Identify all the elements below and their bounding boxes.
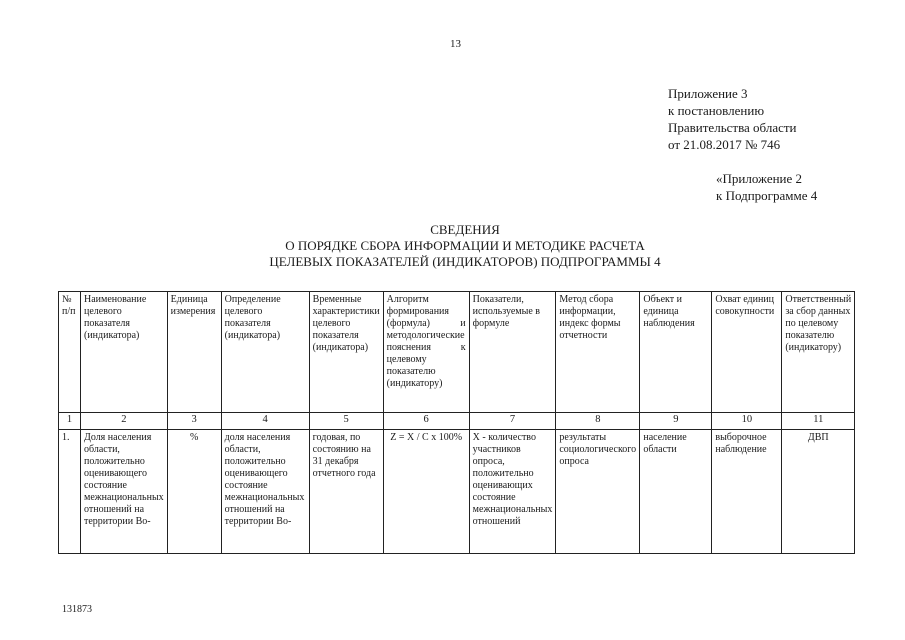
appendix-sub-line: «Приложение 2: [716, 171, 803, 186]
column-number-row: [59, 413, 855, 430]
time-characteristics: годовая, по состоянию на 31 декабря отчетного года: [309, 430, 383, 554]
responsible: ДВП: [782, 430, 855, 554]
header-cell: Единица измерения: [167, 292, 221, 413]
column-number: 7: [469, 413, 556, 430]
observation-object: население области: [640, 430, 712, 554]
header-cell: Алгоритм формирования (формула) и методологические пояснения к целевому показателю (индикатору): [383, 292, 469, 413]
column-number: 3: [167, 413, 221, 430]
appendix-line: от 21.08.2017 № 746: [668, 137, 781, 152]
appendix-sub-line: к Подпрограмме 4: [716, 188, 818, 203]
row-number: 1.: [59, 430, 81, 554]
column-number: 1: [59, 413, 81, 430]
column-number: 4: [221, 413, 309, 430]
definition: доля населения области, положительно оценивающего состояние межнациональных отношений на территории Во-: [221, 430, 309, 554]
column-number: 5: [309, 413, 383, 430]
header-cell: Ответственный за сбор данных по целевому показателю (индикатору): [782, 292, 855, 413]
header-cell: Метод сбора информации, индекс формы отчетности: [556, 292, 640, 413]
header-cell: № п/п: [59, 292, 81, 413]
column-number: 10: [712, 413, 782, 430]
appendix-line: Правительства области: [668, 120, 797, 135]
column-number: 8: [556, 413, 640, 430]
document-title: [150, 222, 780, 270]
indicators-table: [58, 291, 855, 554]
column-number: 2: [81, 413, 168, 430]
appendix-block: [668, 85, 797, 153]
title-line: СВЕДЕНИЯ: [430, 222, 500, 237]
formula-indicators: X - количество участников опроса, положительно оценивающих состояние межнациональных отношений: [469, 430, 556, 554]
coverage: выборочное наблюдение: [712, 430, 782, 554]
table-header-row: [59, 292, 855, 413]
header-cell: Объект и единица наблюдения: [640, 292, 712, 413]
header-cell: Наименование целевого показателя (индикатора): [81, 292, 168, 413]
page-number: 13: [450, 38, 461, 50]
header-cell: Охват единиц совокупности: [712, 292, 782, 413]
appendix-sub-block: [716, 170, 817, 204]
unit: %: [167, 430, 221, 554]
title-line: ЦЕЛЕВЫХ ПОКАЗАТЕЛЕЙ (ИНДИКАТОРОВ) ПОДПРОГРАММЫ 4: [269, 254, 661, 269]
appendix-line: Приложение 3: [668, 86, 748, 101]
header-cell: Определение целевого показателя (индикатора): [221, 292, 309, 413]
column-number: 9: [640, 413, 712, 430]
column-number: 11: [782, 413, 855, 430]
collection-method: результаты социологического опроса: [556, 430, 640, 554]
formula: Z = X / C x 100%: [383, 430, 469, 554]
header-cell: Показатели, используемые в формуле: [469, 292, 556, 413]
indicator-name: Доля населения области, положительно оценивающего состояние межнациональных отношений на территории Во-: [81, 430, 168, 554]
title-line: О ПОРЯДКЕ СБОРА ИНФОРМАЦИИ И МЕТОДИКЕ РАСЧЕТА: [285, 238, 645, 253]
appendix-line: к постановлению: [668, 103, 765, 118]
table-row: [59, 430, 855, 554]
header-cell: Временные характеристики целевого показателя (индикатора): [309, 292, 383, 413]
footer-code: 131873: [62, 604, 92, 615]
column-number: 6: [383, 413, 469, 430]
